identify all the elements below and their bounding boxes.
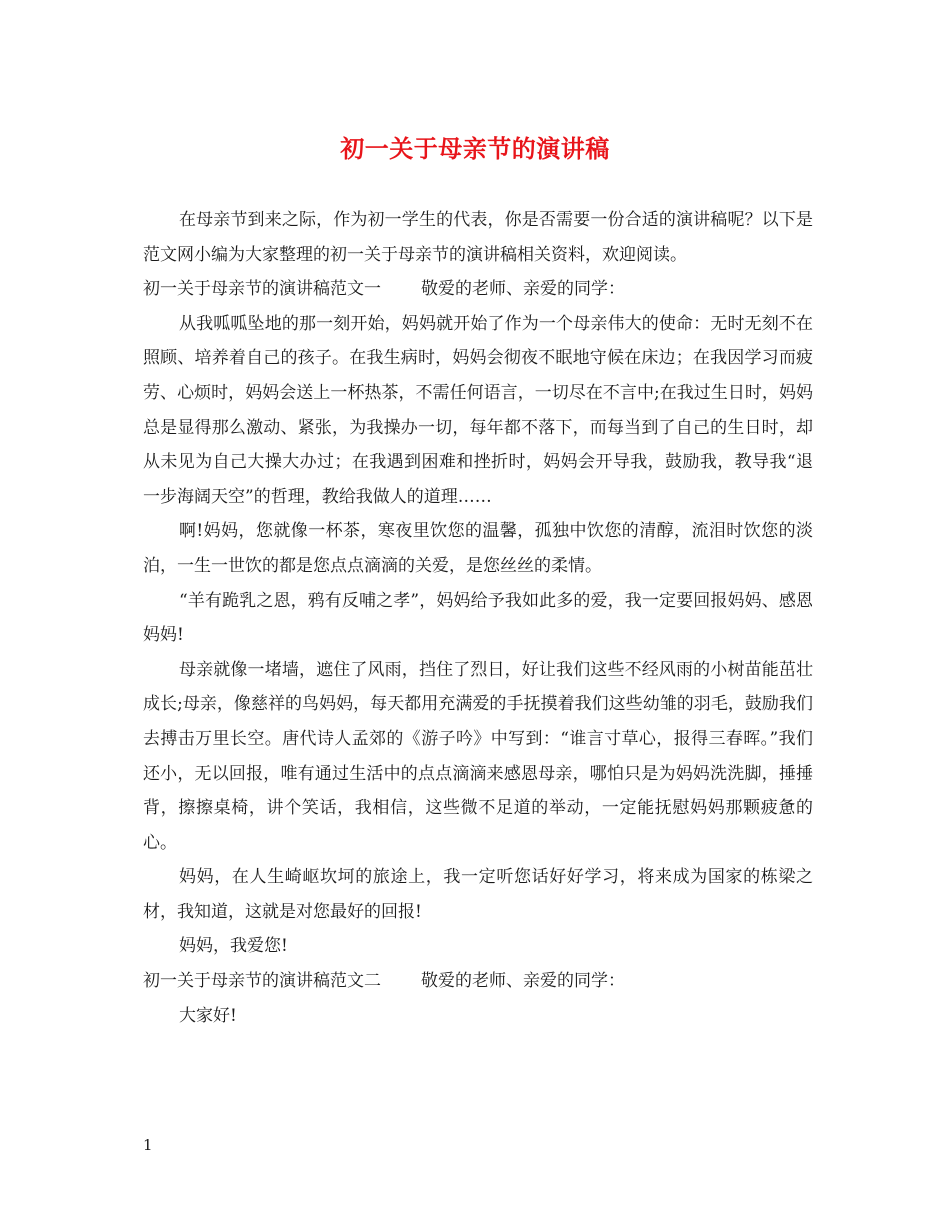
document-body <box>143 203 813 1033</box>
section-one-greeting: 敬爱的老师、亲爱的同学： <box>421 279 625 300</box>
body-paragraph: 从我呱呱坠地的那一刻开始，妈妈就开始了作为一个母亲伟大的使命：无时无刻不在照顾、培养着自己的孩子。在我生病时，妈妈会彻夜不眠地守候在床边；在我因学习而疲劳、心烦时，妈妈会送上一杯热茶，不需任何语言，一切尽在不言中;在我过生日时，妈妈总是显得那么激动、紧张，为我操办一切，每年都不落下，而每当到了自己的生日时，却从未见为自己大操大办过；在我遇到困难和挫折时，妈妈会开导我，鼓励我，教导我“退一步海阔天空”的哲理，教给我做人的道理…… <box>143 313 813 507</box>
body-paragraph: 妈妈，我爱您! <box>179 936 288 957</box>
section-two-heading-line <box>143 964 813 999</box>
body-paragraph: 母亲就像一堵墙，遮住了风雨，挡住了烈日，好让我们这些不经风雨的小树苗能茁壮成长;母亲，像慈祥的鸟妈妈，每天都用充满爱的手抚摸着我们这些幼雏的羽毛，鼓励我们去搏击万里长空。唐代诗人孟郊的《游子吟》中写到：“谁言寸草心，报得三春晖。”我们还小，无以回报，唯有通过生活中的点点滴滴来感恩母亲，哪怕只是为妈妈洗洗脚，捶捶背，擦擦桌椅，讲个笑话，我相信，这些微不足道的举动，一定能抚慰妈妈那颗疲惫的心。 <box>143 659 813 853</box>
page-number: 1 <box>143 1136 153 1154</box>
document-title: 初一关于母亲节的演讲稿 <box>340 134 610 163</box>
section-two-heading: 初一关于母亲节的演讲稿范文二 <box>143 971 381 992</box>
section-one-heading: 初一关于母亲节的演讲稿范文一 <box>143 279 381 300</box>
body-paragraph: 啊!妈妈，您就像一杯茶，寒夜里饮您的温馨，孤独中饮您的清醇，流泪时饮您的淡泊，一生一世饮的都是您点点滴滴的关爱，是您丝丝的柔情。 <box>143 521 813 576</box>
section-two-greeting: 敬爱的老师、亲爱的同学： <box>421 971 625 992</box>
body-paragraph: “羊有跪乳之恩，鸦有反哺之孝”，妈妈给予我如此多的爱，我一定要回报妈妈、感恩妈妈! <box>143 590 813 646</box>
body-paragraph: 大家好! <box>179 1005 237 1026</box>
body-paragraph: 妈妈，在人生崎岖坎坷的旅途上，我一定听您话好好学习，将来成为国家的栋梁之材，我知道，这就是对您最好的回报! <box>143 867 813 922</box>
section-one-heading-line <box>143 272 813 307</box>
intro-paragraph: 在母亲节到来之际，作为初一学生的代表，你是否需要一份合适的演讲稿呢？以下是范文网小编为大家整理的初一关于母亲节的演讲稿相关资料，欢迎阅读。 <box>143 210 813 265</box>
